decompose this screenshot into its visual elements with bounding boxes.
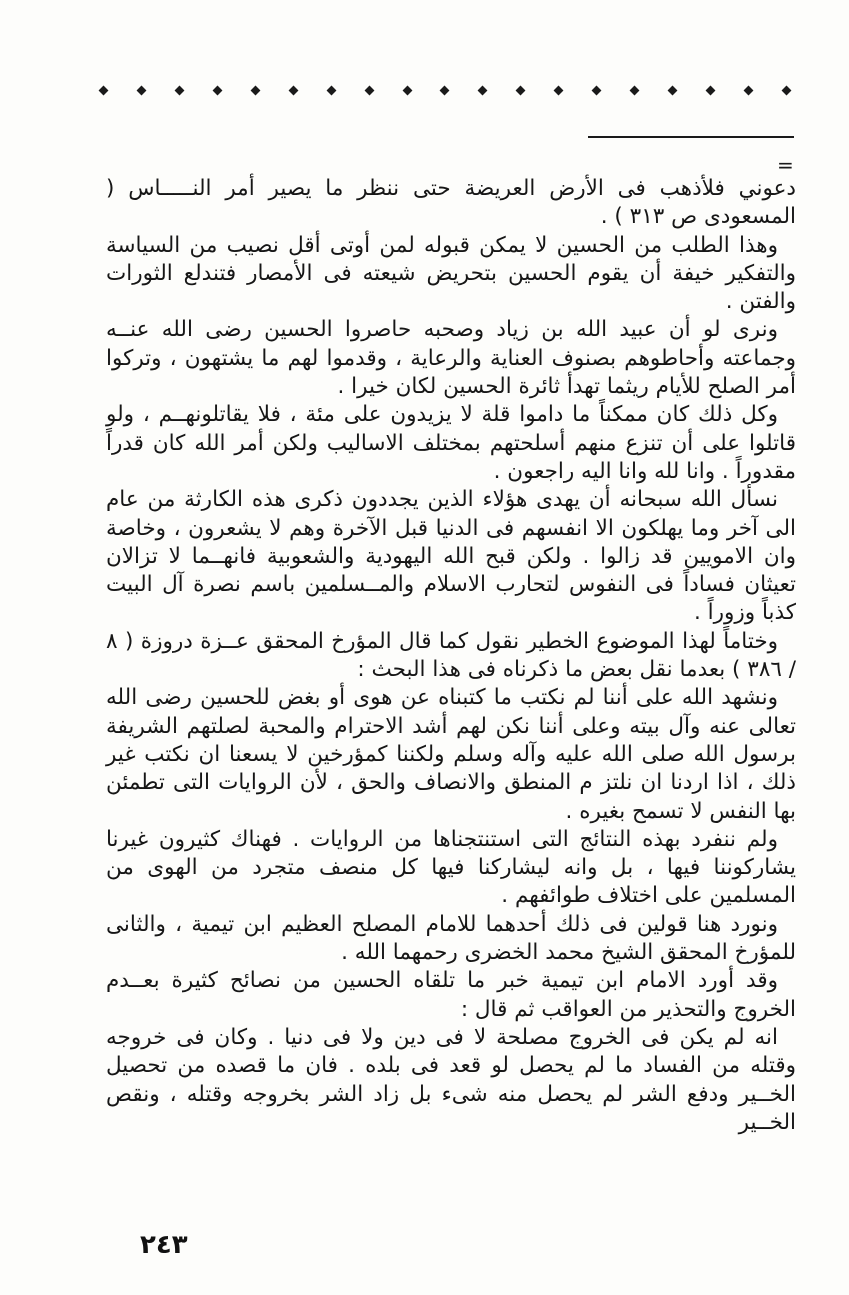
ornament-dot — [326, 85, 336, 95]
ornament-dot — [630, 85, 640, 95]
paragraph: ونشهد الله على أننا لم نكتب ما كتبناه عن هوى أو بغض للحسين رضى الله تعالى عنه وآل بيته وعلى أننا نكن لهم أشد الاحترام والمحبة لصلتهم الشريفة برسول الله صلى الله عليه وآله وسلم ولكننا كمؤرخين لا يسعنا ان نكتب غير ذلك ، اذا اردنا ان نلتز م المنطق والانصاف والحق ، لأن الروايات التى تطمئن بها النفس لا تسمح بغيره . — [106, 685, 796, 824]
ornament-dot — [706, 85, 716, 95]
paragraph: وختاماً لهذا الموضوع الخطير نقول كما قال المؤرخ المحقق عــزة دروزة ( ٨ / ٣٨٦ ) بعدما نقل بعض ما ذكرناه فى هذا البحث : — [106, 628, 796, 683]
paragraph: دعوني فلأذهب فى الأرض العريضة حتى ننظر ما يصير أمر النـــــاس ( المسعودى ص ٣١٣ ) . — [106, 176, 796, 230]
ornament-dot — [288, 85, 298, 95]
ornament-dot — [440, 85, 450, 95]
ornament-dot — [402, 85, 412, 95]
body-text — [106, 175, 796, 1137]
ornamental-dot-row — [100, 80, 790, 100]
ornament-dot — [212, 85, 222, 95]
ornament-dot — [743, 85, 753, 95]
paragraph: ونرى لو أن عبيد الله بن زياد وصحبه حاصروا الحسين رضى الله عنــه وجماعته وأحاطوهم بصنوف العناية والرعاية ، وقدموا لهم ما يشتهون ، وتركوا أمر الصلح للأيام ريثما تهدأ ثائرة الحسين لكان خيرا . — [106, 317, 796, 400]
ornament-dot — [516, 85, 526, 95]
ornament-dot — [136, 85, 146, 95]
ornament-dot — [250, 85, 260, 95]
paragraph: نسأل الله سبحانه أن يهدى هؤلاء الذين يجددون ذكرى هذه الكارثة من عام الى آخر وما يهلكون الا انفسهم فى الدنيا قبل الآخرة وهم لا يشعرون ، وخاصة وان الامويين قد زالوا . ولكن قبح الله اليهودية والشعوبية فانهــما لا تزالان تعيثان فساداً فى النفوس لتحارب الاسلام والمــسلمين باسم نصرة آل البيت كذباً وزوراً . — [106, 487, 796, 626]
paragraph: ولم ننفرد بهذه النتائج التى استنتجناها من الروايات . فهناك كثيرون غيرنا يشاركوننا فيها ، بل وانه ليشاركنا فيها كل منصف متجرد من الهوى من المسلمين على اختلاف طوائفهم . — [106, 826, 796, 909]
ornament-dot — [668, 85, 678, 95]
page-number: ٢٤٣ — [140, 1230, 188, 1260]
paragraph: انه لم يكن فى الخروج مصلحة لا فى دين ولا فى دنيا . وكان فى خروجه وقتله من الفساد ما لم يحصل لو قعد فى بلده . فان ما قصده من تحصيل الخــير ودفع الشر لم يحصل منه شىء بل زاد الشر بخروجه وقتله ، ونقص الخــير — [106, 1024, 796, 1135]
ornament-dot — [478, 85, 488, 95]
paragraph: وكل ذلك كان ممكناً ما داموا قلة لا يزيدون على مئة ، فلا يقاتلونهــم ، ولو قاتلوا على أن تنزع منهم أسلحتهم بمختلف الاساليب ولكن أمر الله كان قدراً مقدوراً . وانا لله وانا اليه راجعون . — [106, 402, 796, 484]
ornament-dot — [781, 85, 791, 95]
paragraph: ونورد هنا قولين فى ذلك أحدهما للامام المصلح العظيم ابن تيمية ، والثانى للمؤرخ المحقق الشيخ محمد الخضرى رحمهما الله . — [106, 911, 796, 966]
ornament-dot — [364, 85, 374, 95]
ornament-dot — [174, 85, 184, 95]
paragraph: وهذا الطلب من الحسين لا يمكن قبوله لمن أوتى أقل نصيب من السياسة والتفكير خيفة أن يقوم الحسين بتحريض شيعته فى الأمصار فتندلع الثورات والفتن . — [106, 232, 796, 315]
continuation-mark: = — [777, 153, 794, 177]
ornament-dot — [592, 85, 602, 95]
paragraph: وقد أورد الامام ابن تيمية خبر ما تلقاه الحسين من نصائح كثيرة بعــدم الخروج والتحذير من العواقب ثم قال : — [106, 968, 796, 1022]
ornament-dot — [99, 85, 109, 95]
footnote-separator-rule — [588, 136, 794, 138]
ornament-dot — [554, 85, 564, 95]
